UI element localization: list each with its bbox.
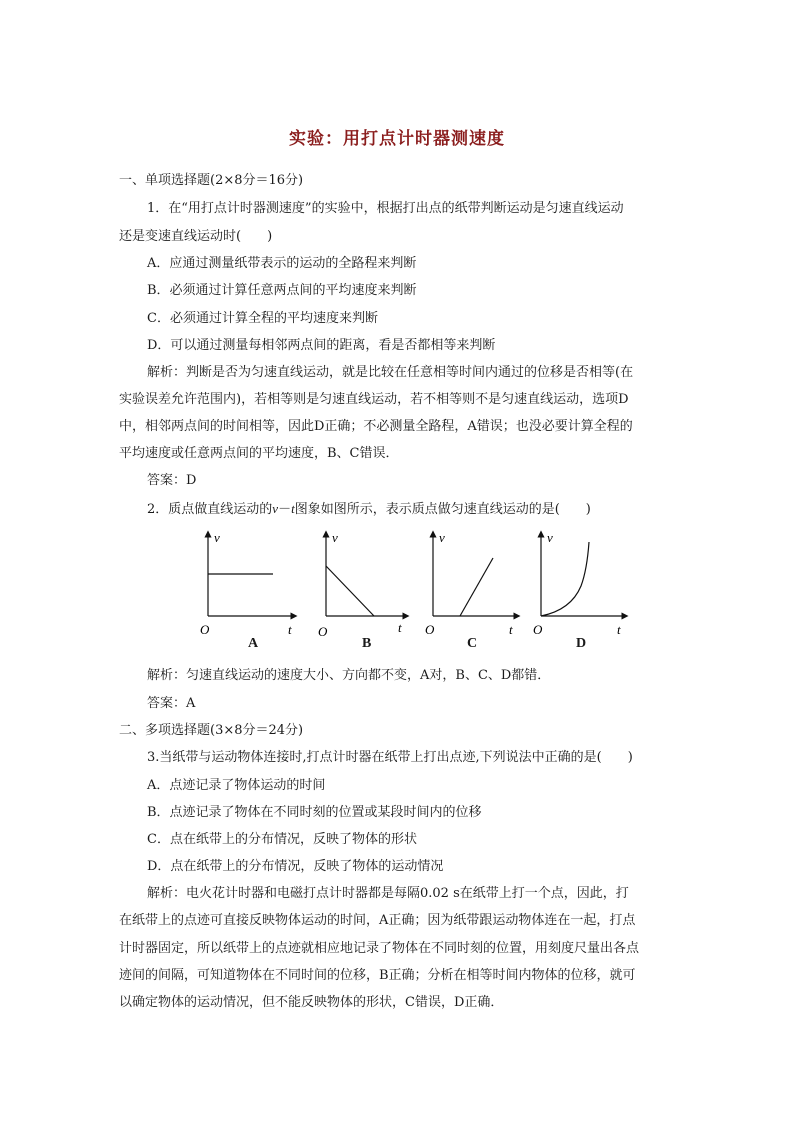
graph-b-label: B bbox=[362, 636, 372, 651]
question-1-option-d: D．可以通过测量每相邻两点间的距离，看是否都相等来判断 bbox=[147, 338, 496, 353]
vt-graph-b bbox=[316, 526, 416, 638]
graph-a-origin: O bbox=[200, 622, 210, 637]
question-3-option-b: B．点迹记录了物体在不同时刻的位置或某段时间内的位移 bbox=[147, 805, 482, 820]
graph-d-label: D bbox=[576, 636, 587, 651]
graph-b-axis-v: v bbox=[332, 530, 338, 545]
section-heading-multiple-choice: 二、多项选择题(3×8分＝24分) bbox=[119, 723, 304, 738]
question-1-option-a: A．应通过测量纸带表示的运动的全路程来判断 bbox=[147, 256, 417, 271]
question-3-analysis-line-2: 在纸带上的点迹可直接反映物体运动的时间，A正确；因为纸带跟运动物体连在一起，打点 bbox=[119, 913, 636, 928]
question-2-answer: 答案：A bbox=[147, 696, 196, 711]
vt-graph-a bbox=[198, 526, 298, 638]
page-title: 实验：用打点计时器测速度 bbox=[289, 129, 505, 149]
question-3-option-a: A．点迹记录了物体运动的时间 bbox=[147, 778, 326, 793]
question-3-analysis-line-4: 迹间的间隔，可知道物体在不同时间的位移，B正确；分析在相等时间内物体的位移，就可 bbox=[119, 968, 636, 983]
question-1-analysis-line-1: 解析：判断是否为匀速直线运动，就是比较在任意相等时间内通过的位移是否相等(在 bbox=[147, 365, 634, 380]
graph-d-curve bbox=[541, 542, 589, 616]
graph-d-origin: O bbox=[533, 622, 543, 637]
graph-c-axis-v: v bbox=[439, 530, 445, 545]
vt-graph-c bbox=[423, 526, 523, 638]
graph-b-origin: O bbox=[318, 624, 328, 638]
question-1-answer: 答案：D bbox=[147, 473, 197, 488]
graph-c-line bbox=[460, 558, 493, 616]
question-1-analysis-line-3: 中，相邻两点间的时间相等，因此D正确；不必测量全路程，A错误；也没必要计算全程的 bbox=[119, 419, 633, 434]
question-3-option-d: D．点在纸带上的分布情况，反映了物体的运动情况 bbox=[147, 859, 444, 874]
question-2-stem-t: t bbox=[291, 501, 295, 516]
question-2-stem-pre: 2．质点做直线运动的 bbox=[147, 502, 273, 517]
question-3-stem: 3.当纸带与运动物体连接时,打点计时器在纸带上打出点迹,下列说法中正确的是( ) bbox=[147, 750, 633, 765]
question-3-analysis-line-5: 以确定物体的运动情况，但不能反映物体的形状，C错误，D正确． bbox=[119, 995, 504, 1010]
question-1-option-b: B．必须通过计算任意两点间的平均速度来判断 bbox=[147, 283, 417, 298]
question-2-stem-post: 图象如图所示，表示质点做匀速直线运动的是( ) bbox=[294, 502, 591, 517]
question-3-analysis-line-3: 计时器固定，所以纸带上的点迹就相应地记录了物体在不同时刻的位置，用刻度尺量出各点 bbox=[119, 941, 640, 956]
graph-d-axis-t: t bbox=[617, 622, 621, 637]
graph-a-axis-t: t bbox=[288, 622, 292, 637]
question-1-stem-line-1: 1．在“用打点计时器测速度”的实验中，根据打出点的纸带判断运动是匀速直线运动 bbox=[147, 201, 624, 216]
section-heading-single-choice: 一、单项选择题(2×8分＝16分) bbox=[119, 173, 304, 188]
graph-a-label: A bbox=[248, 636, 259, 651]
question-1-stem-line-2: 还是变速直线运动时( ) bbox=[119, 229, 273, 244]
question-1-analysis-line-2: 实验误差允许范围内)，若相等则是匀速直线运动，若不相等则不是匀速直线运动，选项D bbox=[119, 392, 629, 407]
question-1-option-c: C．必须通过计算全程的平均速度来判断 bbox=[147, 311, 378, 326]
graph-c-label: C bbox=[467, 636, 478, 651]
question-1-analysis-line-4: 平均速度或任意两点间的平均速度，B、C错误． bbox=[119, 446, 399, 461]
question-3-analysis-line-1: 解析：电火花计时器和电磁打点计时器都是每隔0.02 s在纸带上打一个点，因此，打 bbox=[147, 886, 629, 901]
question-2-stem-dash: － bbox=[278, 502, 292, 517]
graph-b-line bbox=[326, 566, 374, 616]
graph-a-axis-v: v bbox=[214, 530, 220, 545]
graph-c-axis-t: t bbox=[509, 622, 513, 637]
question-3-option-c: C．点在纸带上的分布情况，反映了物体的形状 bbox=[147, 832, 417, 847]
question-2-analysis: 解析：匀速直线运动的速度大小、方向都不变，A对，B、C、D都错． bbox=[147, 668, 551, 683]
vt-graph-d bbox=[531, 526, 631, 638]
graph-c-origin: O bbox=[425, 622, 435, 637]
graph-d-axis-v: v bbox=[547, 530, 553, 545]
question-2-stem-v: v bbox=[272, 501, 279, 516]
graph-b-axis-t: t bbox=[398, 620, 402, 635]
question-2-stem bbox=[147, 501, 591, 518]
